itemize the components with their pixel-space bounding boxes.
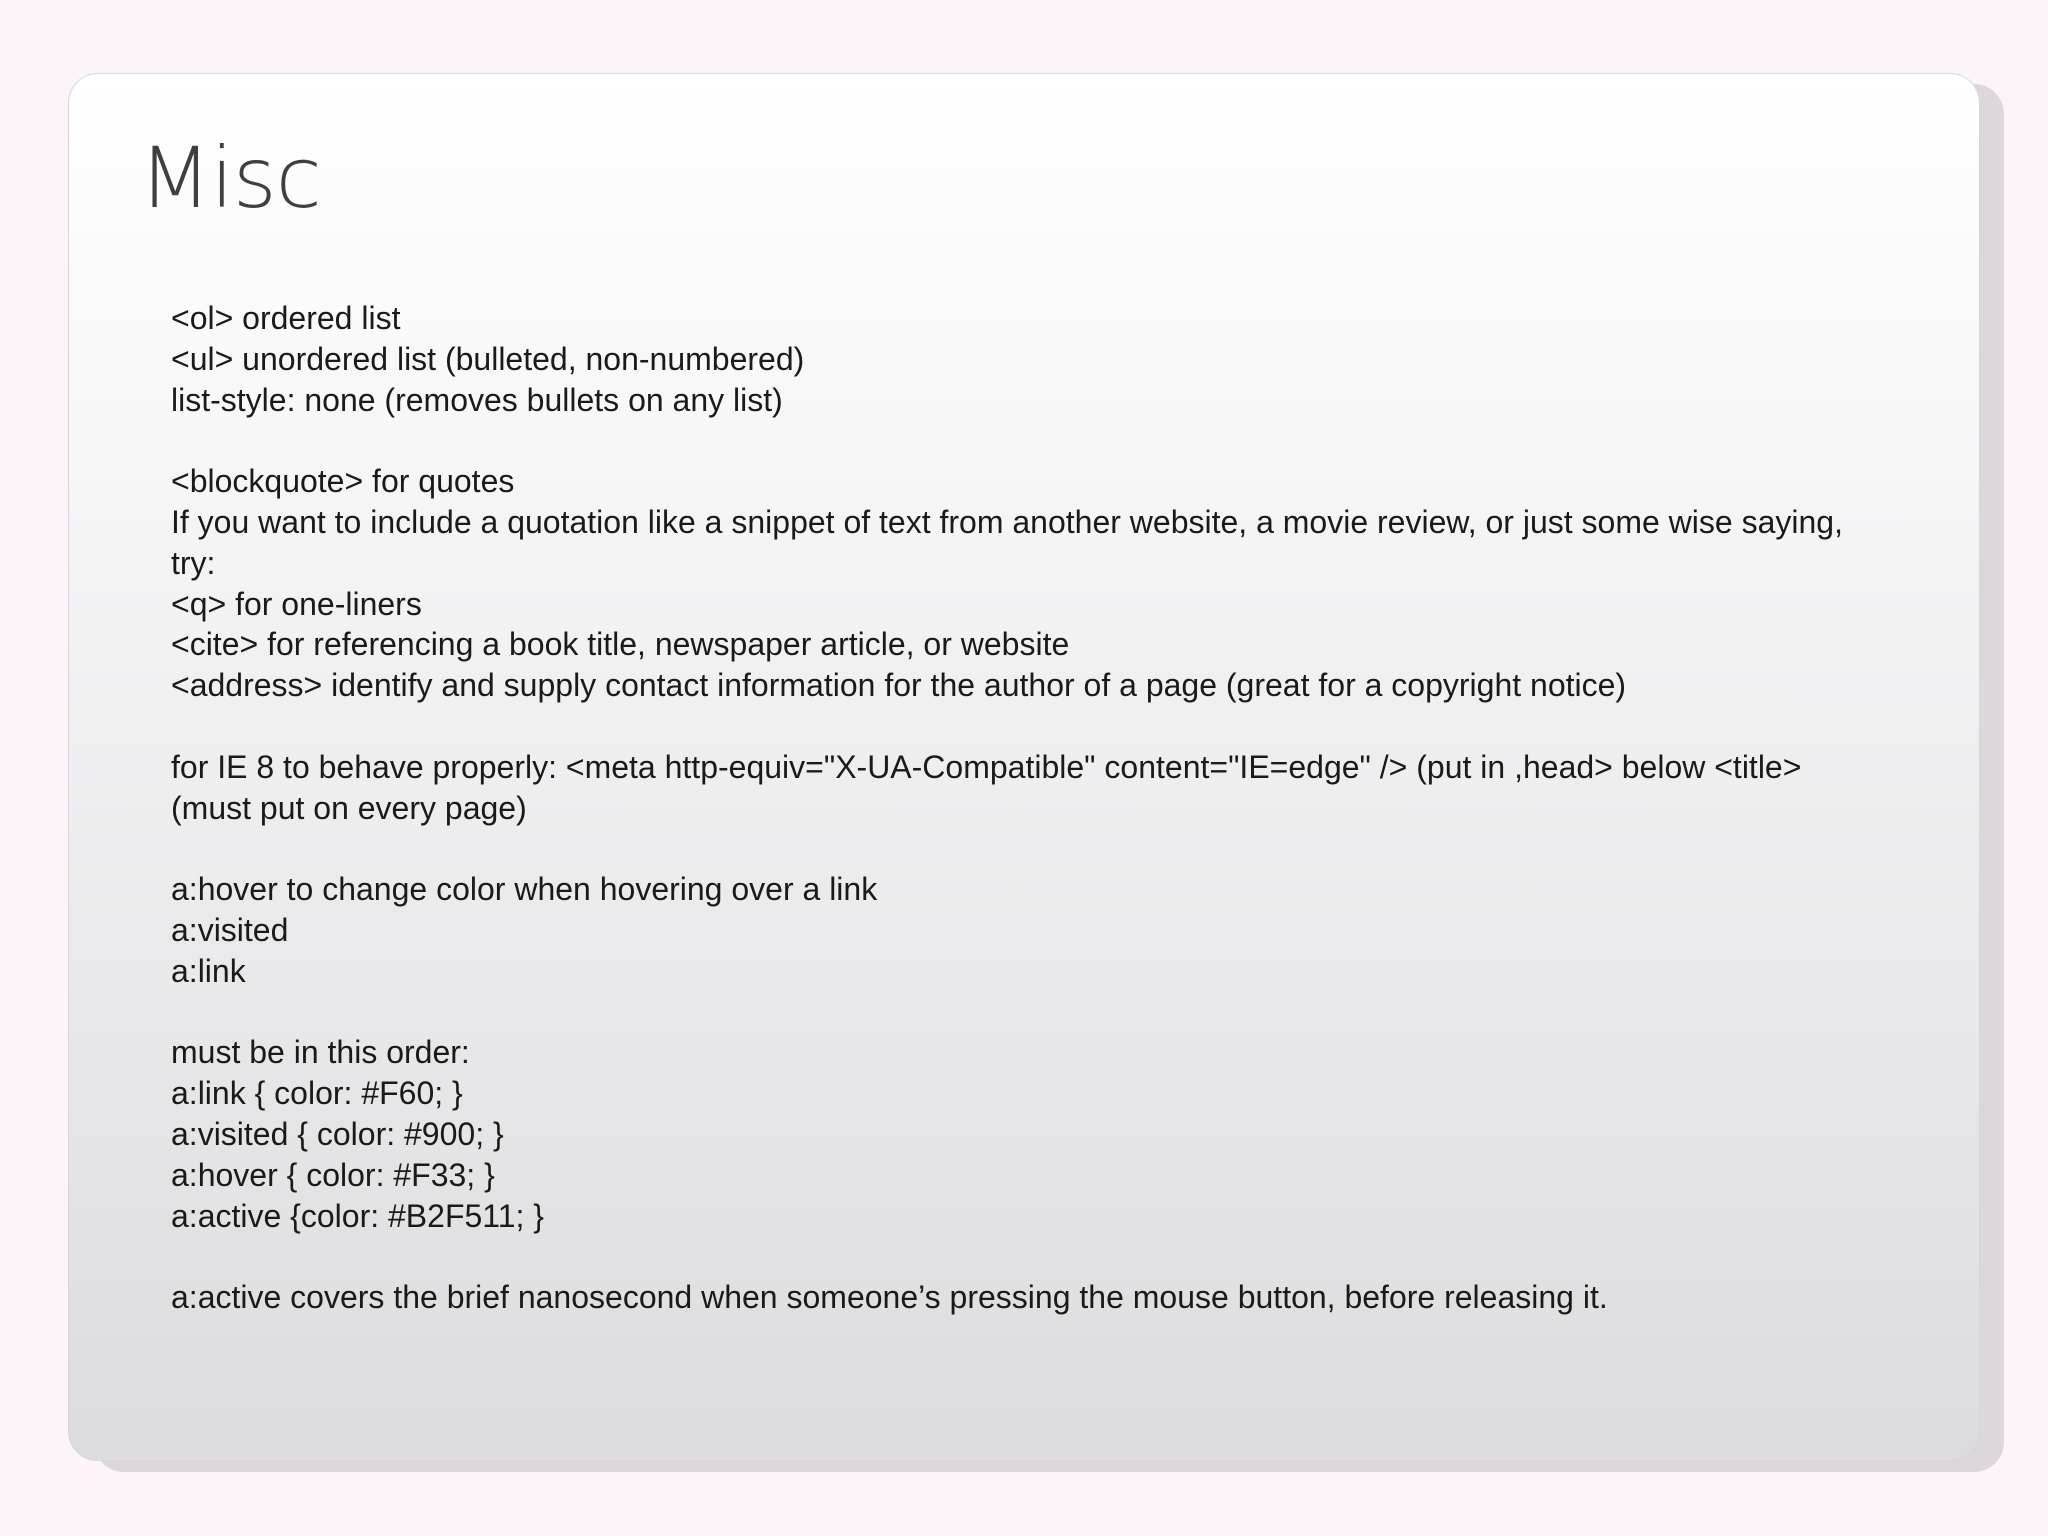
slide-body (171, 298, 1971, 1318)
slide-title: Misc (139, 129, 321, 227)
text-line: for IE 8 to behave properly: <meta http-equiv="X-UA-Compatible" content="IE=edge" /> (put in ,head> below <title> (171, 748, 1802, 785)
blank-line (171, 828, 1971, 869)
text-line: a:visited { color: #900; } (171, 1115, 504, 1152)
text-line: a:link { color: #F60; } (171, 1075, 463, 1112)
text-line: a:hover { color: #F33; } (171, 1156, 495, 1193)
text-line: a:link (171, 952, 246, 989)
text-line: <ul> unordered list (bulleted, non-numbered) (171, 340, 805, 377)
text-line: a:active covers the brief nanosecond when someone’s pressing the mouse button, before releasing it. (171, 1279, 1608, 1316)
text-line: must be in this order: (171, 1034, 470, 1071)
text-line: <ol> ordered list (171, 300, 401, 336)
text-line: a:visited (171, 911, 289, 948)
blank-line (171, 420, 1971, 461)
text-line: <address> identify and supply contact information for the author of a page (great for a copyright notice) (171, 667, 1627, 704)
text-line: try: (171, 544, 216, 581)
blank-line (171, 1236, 1971, 1277)
text-line: <cite> for referencing a book title, newspaper article, or website (171, 626, 1070, 663)
slide-card (68, 73, 1980, 1461)
text-line: list-style: none (removes bullets on any list) (171, 381, 783, 418)
text-line: If you want to include a quotation like a snippet of text from another website, a movie review, or just some wise saying, (171, 503, 1843, 540)
text-line: (must put on every page) (171, 789, 527, 826)
text-line: <blockquote> for quotes (171, 463, 515, 500)
text-line: a:hover to change color when hovering over a link (171, 871, 878, 908)
blank-line (171, 992, 1971, 1033)
blank-line (171, 706, 1971, 747)
text-line: <q> for one-liners (171, 585, 422, 622)
text-line: a:active {color: #B2F511; } (171, 1197, 544, 1234)
